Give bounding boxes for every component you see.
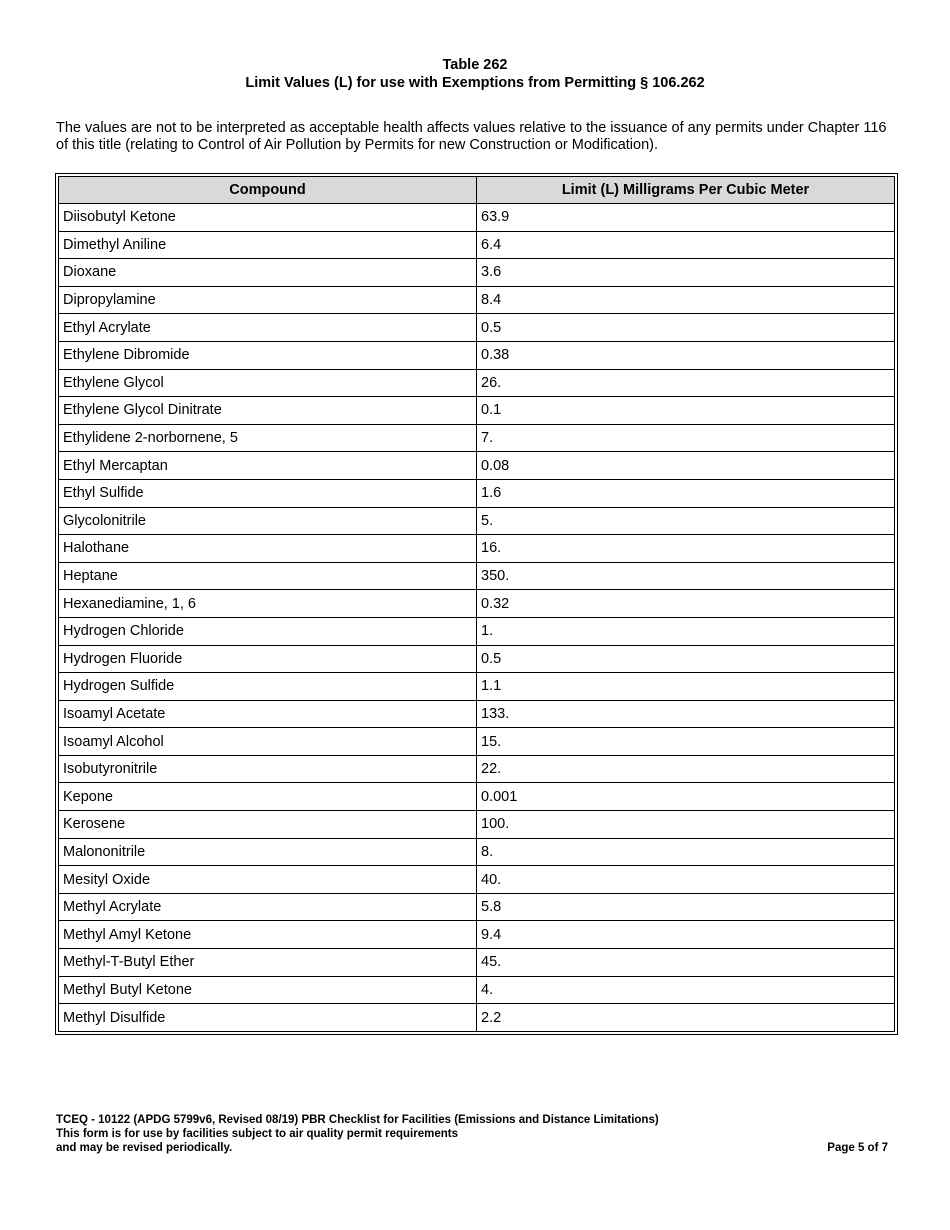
compound-cell: Dipropylamine [59,286,477,314]
table-body [59,204,895,1032]
limit-value-cell: 7. [477,424,895,452]
compound-cell: Diisobutyl Ketone [59,204,477,232]
compound-cell: Halothane [59,535,477,563]
limit-value-cell: 1.6 [477,479,895,507]
intro-paragraph: The values are not to be interpreted as acceptable health affects values relative to the issuance of any permits under Chapter 116 of this title (relating to Control of Air Pollution by Permits for new Construction or Modification). [56,120,887,153]
table-row [59,893,895,921]
table-row [59,369,895,397]
table-row [59,949,895,977]
limit-value-cell: 4. [477,976,895,1004]
limit-value-cell: 26. [477,369,895,397]
compound-cell: Isoamyl Acetate [59,700,477,728]
limit-values-table [58,176,895,1032]
table-row [59,976,895,1004]
compound-cell: Ethyl Acrylate [59,314,477,342]
table-row [59,479,895,507]
table-row [59,590,895,618]
compound-cell: Kerosene [59,811,477,839]
limit-value-cell: 100. [477,811,895,839]
limit-value-cell: 5. [477,507,895,535]
compound-cell: Methyl Disulfide [59,1004,477,1032]
compound-cell: Glycolonitrile [59,507,477,535]
table-row [59,700,895,728]
limit-value-cell: 0.5 [477,645,895,673]
table-row [59,397,895,425]
compound-cell: Kepone [59,783,477,811]
table-heading [0,56,950,92]
compound-cell: Ethyl Sulfide [59,479,477,507]
compound-cell: Hydrogen Chloride [59,617,477,645]
table-row [59,314,895,342]
compound-cell: Dioxane [59,259,477,287]
compound-cell: Methyl Butyl Ketone [59,976,477,1004]
table-header-row [59,177,895,204]
limit-value-cell: 9.4 [477,921,895,949]
limit-values-table-frame [55,173,898,1035]
table-row [59,452,895,480]
limit-value-cell: 63.9 [477,204,895,232]
limit-value-cell: 0.38 [477,341,895,369]
table-row [59,562,895,590]
table-row [59,838,895,866]
page-footer [56,1113,888,1155]
footer-note-1: This form is for use by facilities subject to air quality permit requirements [56,1128,458,1140]
table-row [59,866,895,894]
limit-value-cell: 40. [477,866,895,894]
limit-value-cell: 45. [477,949,895,977]
compound-cell: Ethylene Glycol [59,369,477,397]
table-title: Limit Values (L) for use with Exemptions from Permitting § 106.262 [245,75,705,91]
table-row [59,811,895,839]
limit-value-cell: 6.4 [477,231,895,259]
table-row [59,535,895,563]
compound-cell: Hydrogen Fluoride [59,645,477,673]
limit-value-cell: 1. [477,617,895,645]
compound-cell: Methyl Amyl Ketone [59,921,477,949]
limit-value-cell: 2.2 [477,1004,895,1032]
limit-value-cell: 0.32 [477,590,895,618]
footer-form-id: TCEQ - 10122 (APDG 5799v6, Revised 08/19) PBR Checklist for Facilities (Emissions and Distance Limitations) [56,1114,659,1126]
table-row [59,755,895,783]
table-row [59,286,895,314]
table-row [59,507,895,535]
limit-value-cell: 22. [477,755,895,783]
limit-value-cell: 0.5 [477,314,895,342]
table-row [59,259,895,287]
compound-cell: Ethyl Mercaptan [59,452,477,480]
column-header-limit: Limit (L) Milligrams Per Cubic Meter [477,177,895,204]
compound-cell: Isobutyronitrile [59,755,477,783]
compound-cell: Dimethyl Aniline [59,231,477,259]
limit-value-cell: 5.8 [477,893,895,921]
limit-value-cell: 133. [477,700,895,728]
compound-cell: Ethylene Dibromide [59,341,477,369]
compound-cell: Mesityl Oxide [59,866,477,894]
limit-value-cell: 8.4 [477,286,895,314]
table-row [59,204,895,232]
table-row [59,783,895,811]
column-header-compound: Compound [59,177,477,204]
limit-value-cell: 3.6 [477,259,895,287]
limit-value-cell: 1.1 [477,673,895,701]
compound-cell: Ethylene Glycol Dinitrate [59,397,477,425]
compound-cell: Hydrogen Sulfide [59,673,477,701]
table-row [59,424,895,452]
limit-value-cell: 16. [477,535,895,563]
table-row [59,1004,895,1032]
compound-cell: Isoamyl Alcohol [59,728,477,756]
limit-value-cell: 8. [477,838,895,866]
table-row [59,341,895,369]
table-number: Table 262 [442,57,508,73]
table-row [59,728,895,756]
page-number: Page 5 of 7 [827,1142,888,1154]
limit-value-cell: 0.001 [477,783,895,811]
table-row [59,231,895,259]
table-row [59,645,895,673]
compound-cell: Heptane [59,562,477,590]
limit-value-cell: 350. [477,562,895,590]
footer-note-2: and may be revised periodically. [56,1142,233,1154]
table-row [59,617,895,645]
table-row [59,673,895,701]
compound-cell: Methyl Acrylate [59,893,477,921]
table-row [59,921,895,949]
limit-value-cell: 0.1 [477,397,895,425]
compound-cell: Malononitrile [59,838,477,866]
limit-value-cell: 15. [477,728,895,756]
compound-cell: Ethylidene 2-norbornene, 5 [59,424,477,452]
compound-cell: Hexanediamine, 1, 6 [59,590,477,618]
compound-cell: Methyl-T-Butyl Ether [59,949,477,977]
limit-value-cell: 0.08 [477,452,895,480]
